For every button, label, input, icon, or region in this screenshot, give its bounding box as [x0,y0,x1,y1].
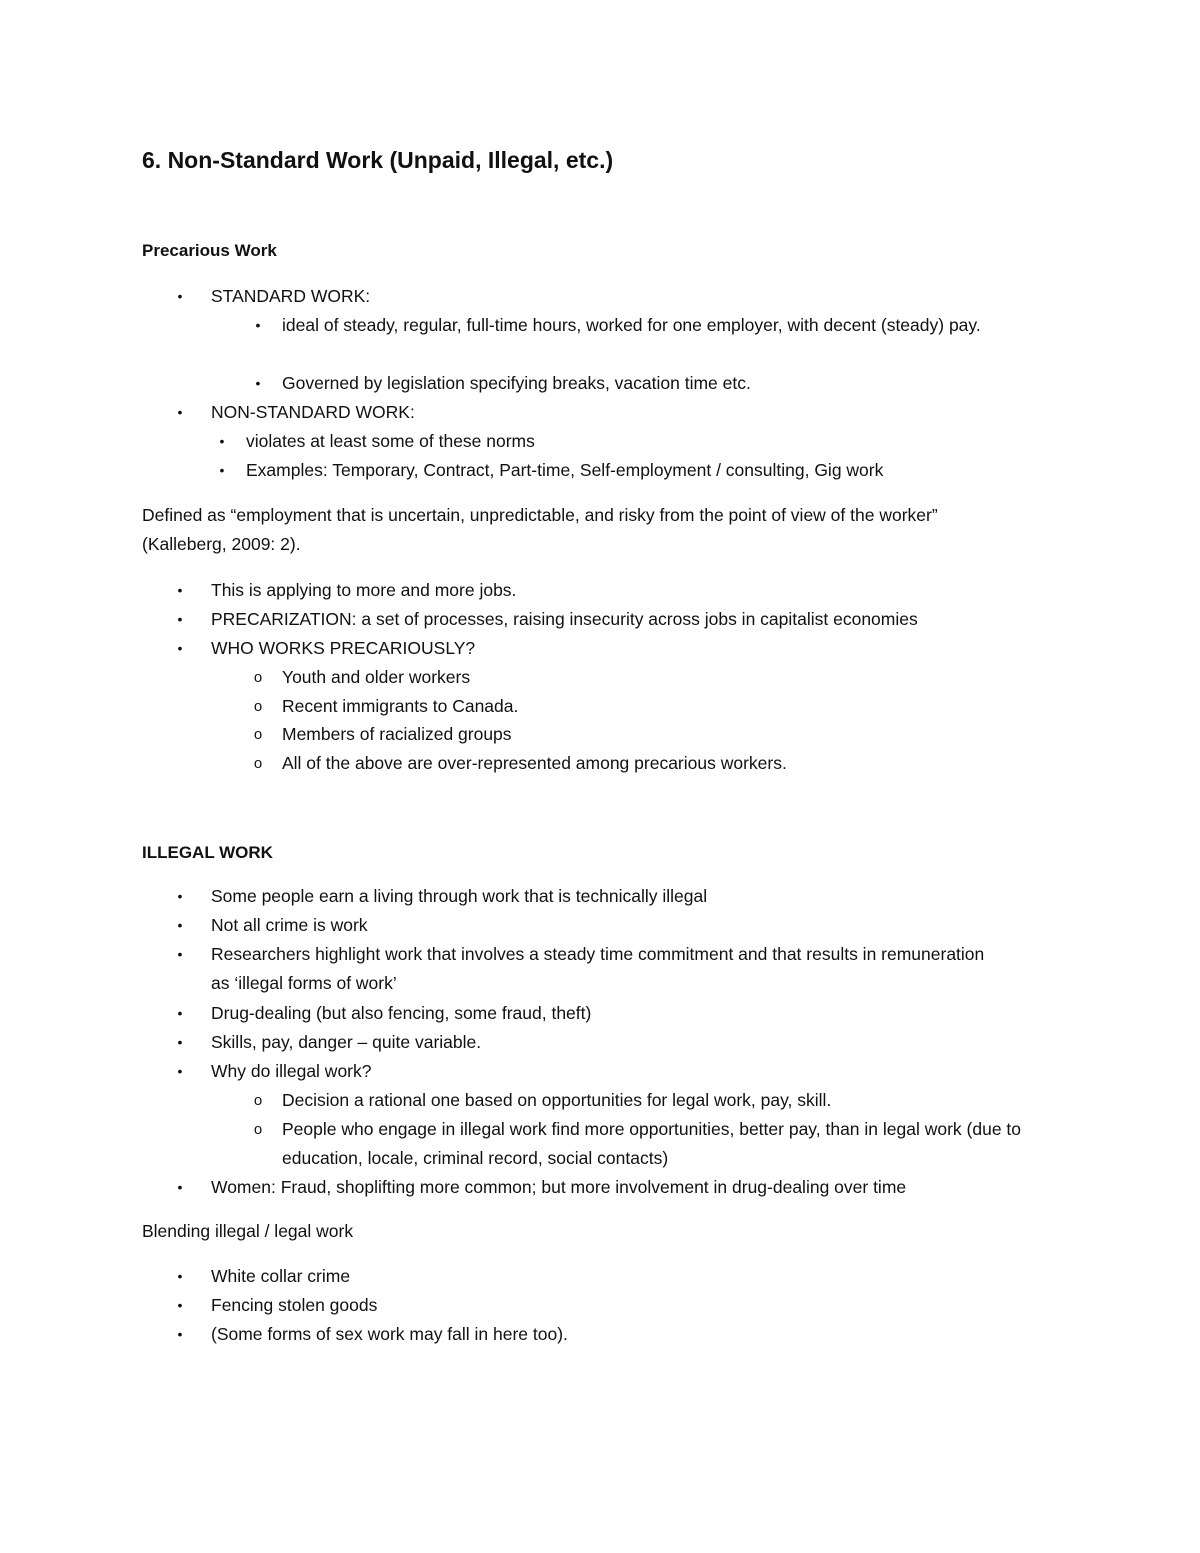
list-item-text: Skills, pay, danger – quite variable. [211,1032,482,1052]
list-item-text: Not all crime is work [211,915,368,935]
circle-bullet-icon: o [253,755,263,772]
bullet-icon: • [177,1063,183,1079]
list-item-why-illegal [177,1057,1091,1086]
list-item-researchers [177,940,991,998]
list-item-text: Examples: Temporary, Contract, Part-time, Self-employment / consulting, Gig work [246,460,884,480]
list-item-text: PRECARIZATION: a set of processes, raising insecurity across jobs in capitalist economies [211,609,918,629]
bullet-icon: • [177,1326,183,1342]
list-item-over-represented [253,749,1062,778]
list-item-text: Decision a rational one based on opportunities for legal work, pay, skill. [282,1090,832,1110]
list-item-text: Members of racialized groups [282,724,512,744]
list-item-text: This is applying to more and more jobs. [211,580,517,600]
list-item-nonstandard-examples [219,456,1026,485]
list-item-text: WHO WORKS PRECARIOUSLY? [211,638,476,658]
page-title: 6. Non-Standard Work (Unpaid, Illegal, etc.) [142,147,614,173]
list-item-text: White collar crime [211,1266,351,1286]
section-heading-illegal-work: ILLEGAL WORK [142,843,273,862]
bullet-icon: • [177,611,183,627]
list-item-text: Why do illegal work? [211,1061,372,1081]
list-item-nonstandard-work [177,398,1091,427]
list-item-not-all-crime [177,911,1091,940]
list-item-more-opportunities [253,1115,1022,1173]
bullet-icon: • [255,317,261,333]
list-item-text: Some people earn a living through work that is technically illegal [211,886,708,906]
list-item-who-works [177,634,1091,663]
list-item-text: Women: Fraud, shoplifting more common; but more involvement in drug-dealing over time [211,1177,907,1197]
list-item-nonstandard-violates [219,427,1026,456]
list-item-immigrants [253,692,1062,721]
list-item-drug-dealing [177,999,1091,1028]
bullet-icon: • [177,888,183,904]
list-item-sex-work [177,1320,1091,1349]
list-item-text: Youth and older workers [282,667,471,687]
list-item-text: Governed by legislation specifying breaks, vacation time etc. [282,373,751,393]
list-item-standard-work [177,282,1091,311]
bullet-icon: • [177,404,183,420]
list-item-text: Researchers highlight work that involves a steady time commitment and that results in remuneration as ‘illegal forms of work’ [211,944,985,993]
circle-bullet-icon: o [253,669,263,686]
bullet-icon: • [177,582,183,598]
list-item-earn-living [177,882,1091,911]
list-item-precarization [177,605,1091,634]
list-item-women [177,1173,1091,1202]
bullet-icon: • [255,375,261,391]
circle-bullet-icon: o [253,698,263,715]
bullet-icon: • [219,433,225,449]
list-item-text: NON-STANDARD WORK: [211,402,415,422]
list-item-text: All of the above are over-represented among precarious workers. [282,753,787,773]
list-item-standard-ideal [255,311,1062,340]
bullet-icon: • [177,917,183,933]
list-item-text: Drug-dealing (but also fencing, some fraud, theft) [211,1003,592,1023]
list-item-text: Fencing stolen goods [211,1295,378,1315]
circle-bullet-icon: o [253,1121,263,1138]
paragraph-definition: Defined as “employment that is uncertain, unpredictable, and risky from the point of view of the worker” (Kalleberg, 2009: 2). [142,505,938,554]
bullet-icon: • [177,1005,183,1021]
bullet-icon: • [177,288,183,304]
list-item-applying [177,576,1091,605]
bullet-icon: • [219,462,225,478]
circle-bullet-icon: o [253,1092,263,1109]
bullet-icon: • [177,1179,183,1195]
list-item-text: ideal of steady, regular, full-time hours, worked for one employer, with decent (steady) pay. [282,315,981,335]
list-item-rational-decision [253,1086,1062,1115]
list-item-skills-pay [177,1028,1091,1057]
bullet-icon: • [177,1268,183,1284]
list-item-racialized [253,720,1062,749]
list-item-text: STANDARD WORK: [211,286,371,306]
bullet-icon: • [177,946,183,962]
bullet-icon: • [177,640,183,656]
list-item-youth [253,663,1062,692]
bullet-icon: • [177,1297,183,1313]
circle-bullet-icon: o [253,726,263,743]
list-item-text: People who engage in illegal work find more opportunities, better pay, than in legal work (due to education, locale, criminal record, social contacts) [282,1119,1022,1168]
list-item-standard-legislation [255,369,1062,398]
list-item-fencing [177,1291,1091,1320]
list-item-text: Recent immigrants to Canada. [282,696,519,716]
section-heading-precarious-work: Precarious Work [142,241,277,260]
bullet-icon: • [177,1034,183,1050]
section-heading-blending: Blending illegal / legal work [142,1221,354,1241]
list-item-text: (Some forms of sex work may fall in here too). [211,1324,568,1344]
list-item-text: violates at least some of these norms [246,431,535,451]
list-item-white-collar [177,1262,1091,1291]
